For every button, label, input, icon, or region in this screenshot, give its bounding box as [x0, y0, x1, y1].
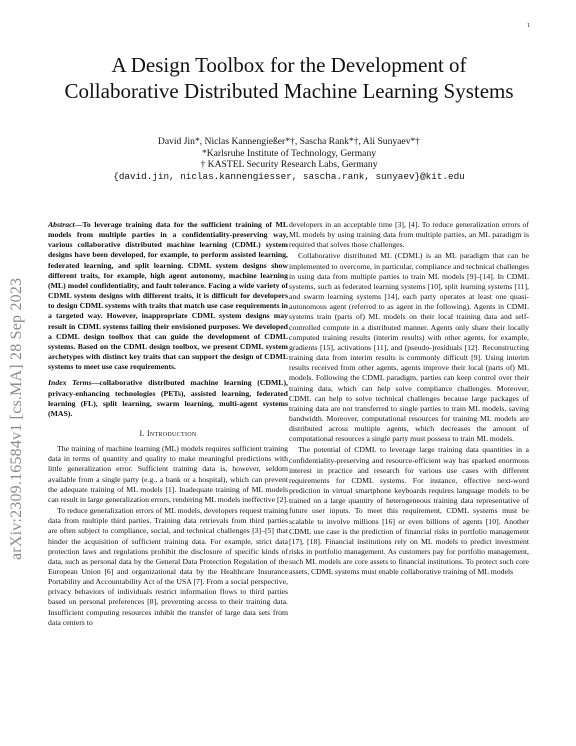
affiliation-kit: *Karlsruhe Institute of Technology, Germany [201, 147, 377, 159]
paragraph: developers in an acceptable time [3], [4]. To reduce generalization errors of ML models by using training data from multiple parties, an ML paradigm is required that solves those challenges. [289, 220, 529, 250]
section-heading-introduction: I. Introduction [139, 428, 197, 438]
author-block [60, 136, 518, 182]
affiliation-kastel: † KASTEL Security Research Labs, Germany [200, 159, 378, 171]
paragraph: Collaborative distributed ML (CDML) is an ML paradigm that can be implemented to overcome, in particular, compliance and technical challenges in using data from multiple parties to train ML models [9]–[14]. In CDML systems, such as federated learning systems [10], split learning systems [11], and swarm learning systems [14], each party operates at least one quasi-autonomous agent (referred to as agent in the following). Agents in CDML systems train (parts of) ML models on their local training data and self-controlled compute in a distributed manner. Agents only share their locally computed training results (interim results) with other agents, for example, gradients [15], activations [11], and (pseudo-)residuals [12]. Reconstructing training data from interim results is commonly difficult [9]. Using interim results received from other agents, agents improve their local (parts of) ML models. Following the CDML paradigm, parties can keep control over their training data, which can help solve compliance challenges. Moreover, CDML can help to solve technical challenges because large packages of training data are not transferred to single parties to train ML models, saving bandwidth. Moreover, computational resources for training ML models are distributed across multiple agents, which decreases the amount of computational resources a single party must possess to train ML models. [289, 251, 529, 444]
paragraph: To reduce generalization errors of ML models, developers request training data from multiple third parties. Training data retrievals from third parties are often subject to compliance, social, and technical challenges [3]–[5] that hinder the acquisition of sufficient training data. For example, strict data protection laws and regulations prohibit the disclosure of specific kinds of data, such as personal data by the General Data Protection Regulation of the European Union [6] and organizational data by the Healthcare Insurance Portability and Accountability Act of the USA [7]. From a social perspective, privacy behaviors of individuals restrict information flows to third parties based on personal preferences [8], preventing access to their training data. Insufficient computing resources inhibit the transfer of large data sets from data centers to [48, 506, 288, 627]
author-names: David Jin*, Niclas Kannengießer*†, Sascha Rank*†, Ali Sunyaev*† [157, 136, 421, 147]
index-terms-label: Index Terms [48, 378, 92, 388]
abstract-text: —To leverage training data for the sufficient training of ML models from multiple parties in a confidentiality-preserving way, various collaborative distributed machine learning (CDML) system designs have been developed, for example, to perform assisted learning, federated learning, and split learning. CDML system designs show different traits, for example, high agent autonomy, machine learning (ML) model confidentiality, and fault tolerance. Facing a wide variety of CDML system designs with different traits, it is difficult for developers to design CDML systems with traits that match use case requirements in a targeted way. However, inappropriate CDML system designs may result in CDML systems failing their envisioned purposes. We developed a CDML design toolbox that can guide the development of CDML systems. Based on the CDML design toolbox, we present CDML system archetypes with distinct key traits that can support the design of CDML systems to meet use case requirements. [48, 220, 288, 372]
index-terms-text: —collaborative distributed machine learning (CDML), privacy-enhancing technologies (PETs), assisted learning, federated learning (FL), split learning, swarm learning, multi-agent systems (MAS). [48, 378, 288, 418]
right-column [289, 220, 529, 577]
abstract [48, 220, 288, 372]
page-number: 1 [527, 23, 530, 29]
abstract-label: Abstract [48, 220, 75, 229]
paragraph: The training of machine learning (ML) models requires sufficient training data in terms of quantity and quality to make meaningful predictions with little generalization error. Sufficient training data is, however, seldom available from a single party (e.g., a bank or a hospital), which can prevent the adequate training of ML models [1]. Inadequate training of ML models can result in large generalization errors, rendering ML models ineffective [2]. [48, 444, 289, 504]
arxiv-stamp[interactable]: arXiv:2309.16584v1 [cs.MA] 28 Sep 2023 [8, 277, 25, 560]
paper-title: A Design Toolbox for the Development of Collaborative Distributed Machine Learning Systems [64, 53, 514, 103]
paragraph: The potential of CDML to leverage large training data quantities in a confidentiality-preserving and resource-efficient way has sparked enormous interest in practice and research for various use cases with different requirements for CDML systems. For instance, effective next-word prediction in virtual smartphone keyboards requires language models to be trained on a large quantity of heterogeneous training data representative of future user inputs. To meet this requirement, CDML systems must be scalable to involve millions [16] or even billions of agents [10]. Another CDML use case is the prediction of financial risks in portfolio management [17], [18]. Financial institutions rely on ML models to predict investment risks in portfolio management. As customers pay for portfolio management, such ML models are core assets to financial institutions. To protect such core assets, CDML systems must enable collaborative training of ML models [289, 445, 529, 577]
author-emails[interactable]: {david.jin, niclas.kannengiesser, sascha.rank, sunyaev}@kit.edu [113, 170, 465, 182]
index-terms [48, 378, 288, 419]
left-column [48, 220, 288, 628]
